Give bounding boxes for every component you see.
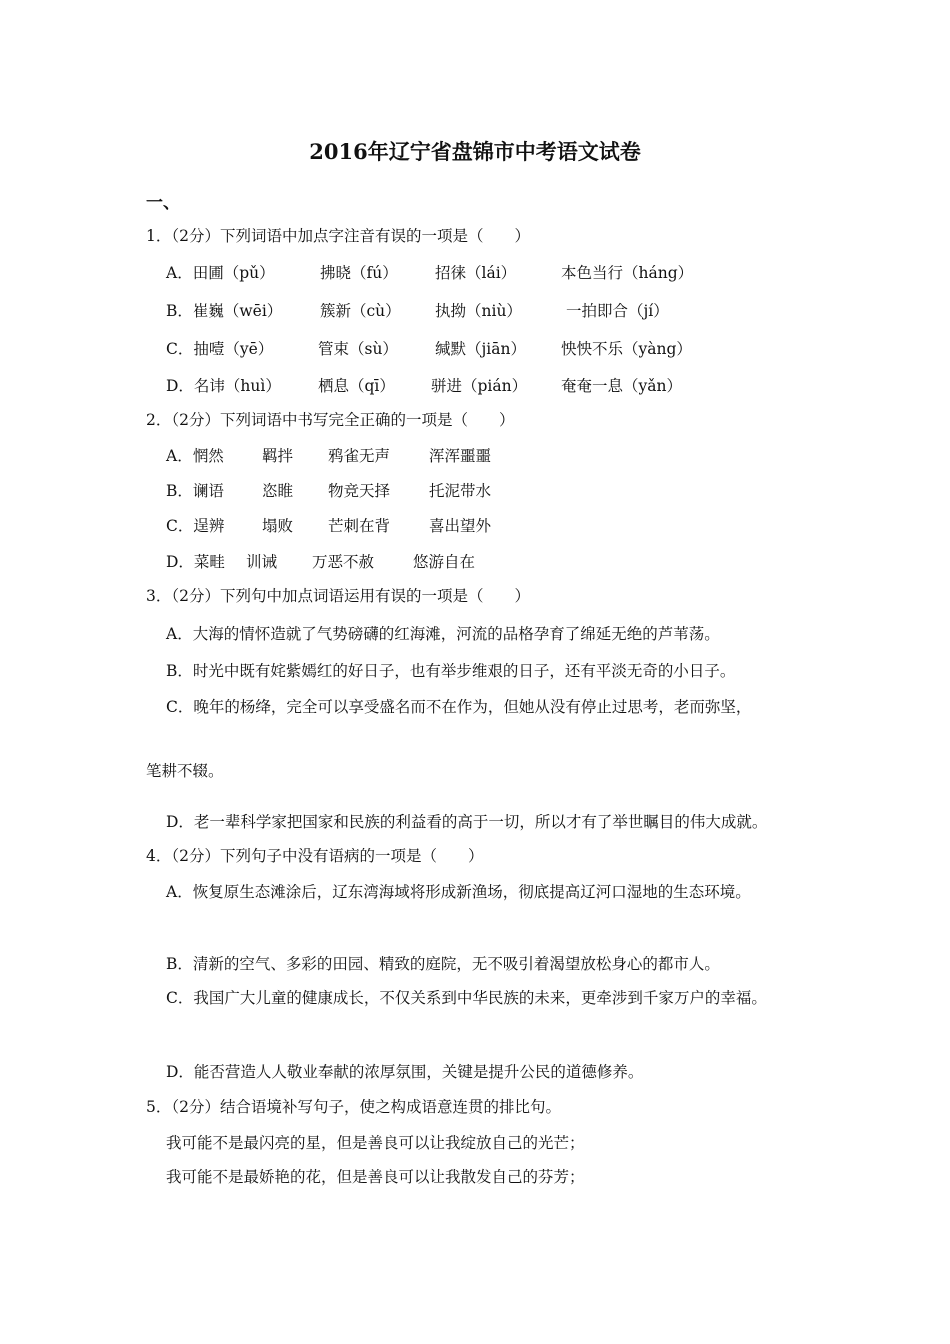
option-word: 骈进（pián）	[431, 377, 528, 395]
option-word: 奄奄一息（yǎn）	[561, 377, 682, 395]
option-word: 一拍即合（jí）	[566, 302, 669, 320]
question-3-option-d: D．老一辈科学家把国家和民族的利益看的高于一切，所以才有了举世瞩目的伟大成就。	[166, 813, 768, 831]
question-4-stem: 4．（2分）下列句子中没有语病的一项是（ ）	[146, 847, 484, 865]
question-3-option-a: A．大海的情怀造就了气势磅礴的红海滩，河流的品格孕育了绵延无绝的芦苇荡。	[166, 625, 720, 643]
question-5-line-2: 我可能不是最娇艳的花，但是善良可以让我散发自己的芬芳；	[166, 1168, 585, 1186]
question-5-line-1: 我可能不是最闪亮的星，但是善良可以让我绽放自己的光芒；	[166, 1134, 585, 1152]
question-3-stem: 3．（2分）下列句中加点词语运用有误的一项是（ ）	[146, 587, 530, 605]
option-word: B．谰语	[166, 482, 224, 500]
option-word: 羁拌	[262, 447, 294, 465]
option-word: 栖息（qī）	[318, 377, 395, 395]
option-word: 管束（sù）	[318, 340, 398, 358]
question-3-option-c: C．晚年的杨绛，完全可以享受盛名而不在作为，但她从没有停止过思考，老而弥坚，	[166, 698, 752, 716]
option-word: 簇新（cù）	[320, 302, 401, 320]
question-2-stem: 2．（2分）下列词语中书写完全正确的一项是（ ）	[146, 411, 515, 429]
option-word: 塌败	[262, 517, 294, 535]
question-4-option-a: A．恢复原生态滩涂后，辽东湾海域将形成新渔场，彻底提高辽河口湿地的生态环境。	[166, 883, 751, 901]
option-word: 缄默（jiān）	[435, 340, 526, 358]
option-word: 万恶不赦	[312, 553, 375, 571]
option-word: B．崔巍（wēi）	[166, 302, 283, 320]
option-word: 悠游自在	[413, 553, 476, 571]
option-word: 物竞天择	[328, 482, 391, 500]
option-word: 拂晓（fú）	[320, 264, 398, 282]
option-word: D．菜畦	[166, 553, 225, 571]
option-word: 招徕（lái）	[435, 264, 517, 282]
option-word: 喜出望外	[429, 517, 492, 535]
question-4-option-d: D．能否营造人人敬业奉献的浓厚氛围，关键是提升公民的道德修养。	[166, 1063, 644, 1081]
option-word: C．逞辨	[166, 517, 225, 535]
question-5-stem: 5．（2分）结合语境补写句子，使之构成语意连贯的排比句。	[146, 1098, 561, 1116]
option-word: A．田圃（pǔ）	[166, 264, 275, 282]
option-word: 怏怏不乐（yàng）	[561, 340, 692, 358]
option-word: D．名讳（huì）	[166, 377, 281, 395]
option-word: 执拗（niù）	[435, 302, 522, 320]
option-word: 托泥带水	[429, 482, 492, 500]
question-3-option-b: B．时光中既有姹紫嫣红的好日子，也有举步维艰的日子，还有平淡无奇的小日子。	[166, 662, 736, 680]
section-heading: 一、	[146, 193, 180, 213]
option-word: 浑浑噩噩	[429, 447, 492, 465]
question-3-option-c-continued: 笔耕不辍。	[146, 762, 224, 780]
question-4-option-b: B．清新的空气、多彩的田园、精致的庭院，无不吸引着渴望放松身心的都市人。	[166, 955, 720, 973]
option-word: A．惘然	[166, 447, 224, 465]
page-title: 2016年辽宁省盘锦市中考语文试卷	[309, 139, 641, 164]
option-word: 芒刺在背	[328, 517, 391, 535]
option-word: 训诫	[246, 553, 278, 571]
question-1-stem: 1．（2分）下列词语中加点字注音有误的一项是（ ）	[146, 227, 530, 245]
option-word: 鸦雀无声	[328, 447, 391, 465]
option-word: 本色当行（háng）	[561, 264, 694, 282]
question-4-option-c: C．我国广大儿童的健康成长，不仅关系到中华民族的未来，更牵涉到千家万户的幸福。	[166, 989, 767, 1007]
option-word: C．抽噎（yē）	[166, 340, 274, 358]
option-word: 恣睢	[262, 482, 294, 500]
